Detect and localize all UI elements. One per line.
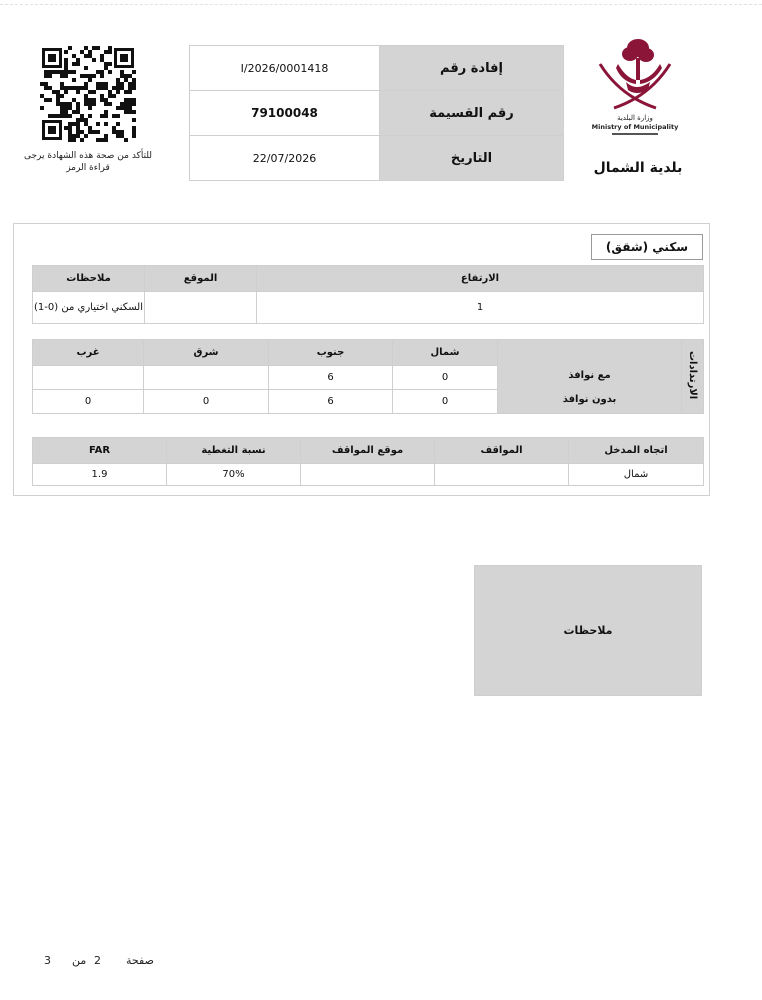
page-of-word: من <box>72 954 87 967</box>
height-cell: 1 <box>257 292 704 324</box>
page-current: 2 <box>94 954 101 967</box>
ref-value: I/2026/0001418 <box>190 46 380 91</box>
parking-location-header: موقع المواقف <box>301 438 435 464</box>
certificate-header-table <box>189 45 564 181</box>
remarks-header: ملاحظات <box>33 266 145 292</box>
without-windows-south: 6 <box>269 390 393 414</box>
plot-value: 79100048 <box>190 91 380 136</box>
setbacks-title-cell <box>682 340 704 414</box>
municipality-name: بلدية الشمال <box>593 160 683 176</box>
top-divider <box>0 0 762 5</box>
entrance-header: اتجاه المدخل <box>569 438 704 464</box>
plot-label: رقم القسيمة <box>380 91 564 136</box>
east-header: شرق <box>144 340 269 366</box>
parking-location-cell <box>301 464 435 486</box>
south-header: جنوب <box>269 340 393 366</box>
coverage-header: نسبة التغطية <box>167 438 301 464</box>
logo-text-en: Ministry of Municipality <box>591 123 679 131</box>
height-table <box>32 265 704 324</box>
setbacks-table <box>32 339 704 414</box>
remarks-cell: السكني اختياري من (0-1) <box>33 292 145 324</box>
logo-text-ar: وزارة البلدية <box>617 114 653 122</box>
without-windows-west: 0 <box>33 390 144 414</box>
north-header: شمال <box>393 340 498 366</box>
height-header: الارتفاع <box>257 266 704 292</box>
far-header: FAR <box>33 438 167 464</box>
with-windows-south: 6 <box>269 366 393 390</box>
setback-label-with-windows: مع نوافذ <box>568 369 611 381</box>
qr-code-icon <box>40 46 136 142</box>
setback-label-without-windows: بدون نوافذ <box>562 393 617 405</box>
entrance-cell: شمال <box>569 464 704 486</box>
ref-label: إفادة رقم <box>380 46 564 91</box>
page-word: صفحة <box>126 954 154 967</box>
coverage-cell: 70% <box>167 464 301 486</box>
page-total: 3 <box>44 954 51 967</box>
with-windows-west <box>33 366 144 390</box>
setback-row-labels <box>498 340 682 414</box>
land-use-box: سكني (شقق) <box>591 234 703 260</box>
zoning-card <box>13 223 710 496</box>
without-windows-east: 0 <box>144 390 269 414</box>
location-cell <box>145 292 257 324</box>
ministry-emblem-icon <box>590 34 680 142</box>
date-value: 22/07/2026 <box>190 136 380 181</box>
remarks-box: ملاحظات <box>474 565 702 696</box>
parking-cell <box>435 464 569 486</box>
location-header: الموقع <box>145 266 257 292</box>
parking-coverage-table <box>32 437 704 486</box>
date-label: التاريخ <box>380 136 564 181</box>
without-windows-north: 0 <box>393 390 498 414</box>
far-cell: 1.9 <box>33 464 167 486</box>
west-header: غرب <box>33 340 144 366</box>
setbacks-title: الارتدادات <box>687 350 698 400</box>
with-windows-east <box>144 366 269 390</box>
qr-note: للتأكد من صحة هذه الشهادة يرجى قراءة الرمز <box>23 151 153 173</box>
with-windows-north: 0 <box>393 366 498 390</box>
parking-header: المواقف <box>435 438 569 464</box>
